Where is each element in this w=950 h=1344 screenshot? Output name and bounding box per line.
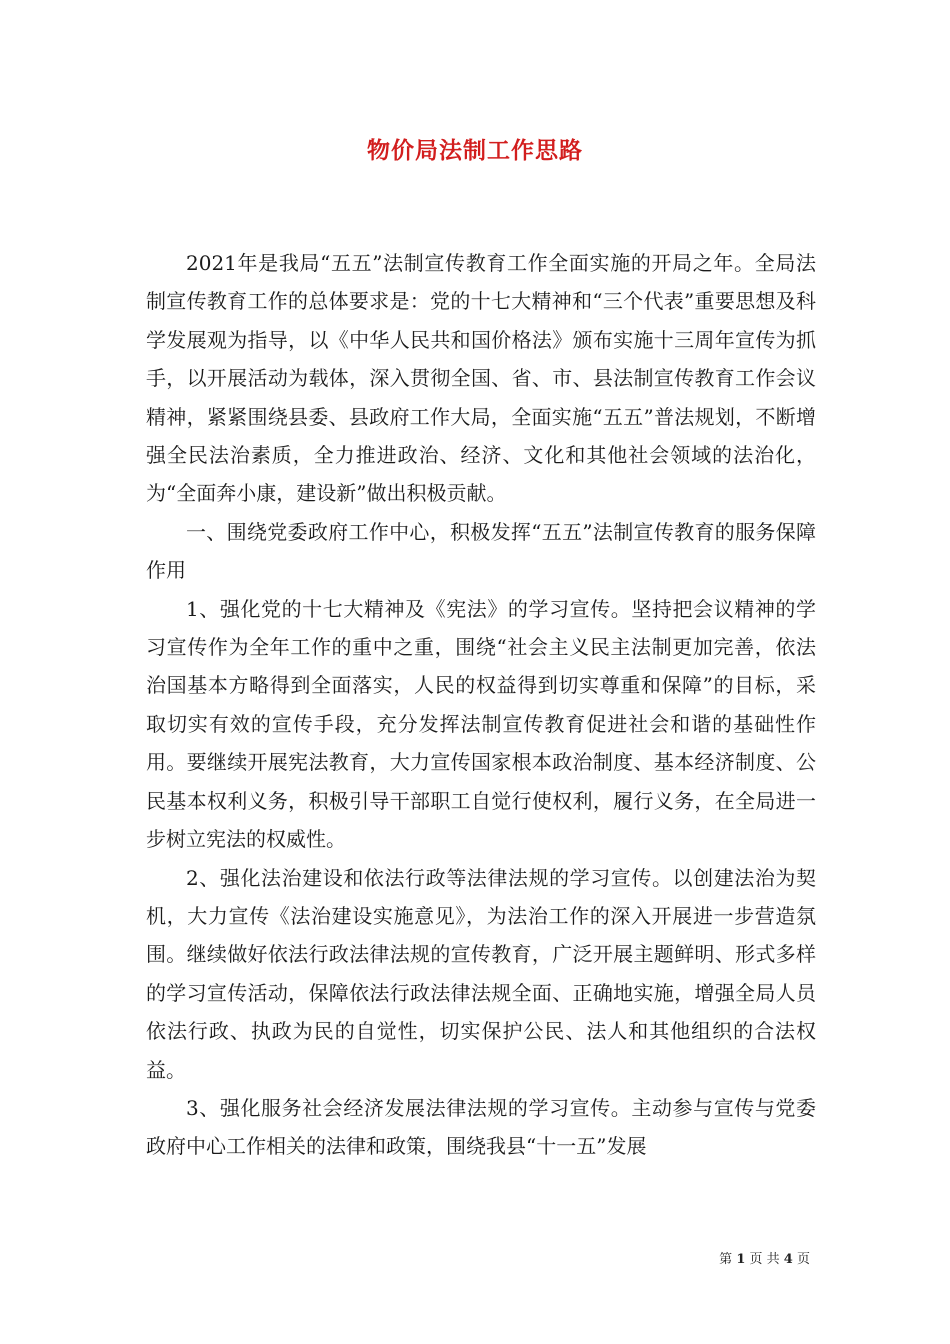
footer-suffix: 页 (796, 1252, 810, 1267)
paragraph: 1、强化党的十七大精神及《宪法》的学习宣传。坚持把会议精神的学习宣传作为全年工作的重中之重，围绕“社会主义民主法制更加完善，依法治国基本方略得到全面落实，人民的权益得到切实尊重和保障”的目标，采取切实有效的宣传手段，充分发挥法制宣传教育促进社会和谐的基础性作用。要继续开展宪法教育，大力宣传国家根本政治制度、基本经济制度、公民基本权利义务，积极引导干部职工自觉行使权利，履行义务，在全局进一步树立宪法的权威性。 (146, 596, 816, 852)
document-body (146, 244, 816, 1166)
document-title: 物价局法制工作思路 (367, 137, 583, 164)
footer-middle: 页 共 (749, 1252, 780, 1267)
paragraph: 3、强化服务社会经济发展法律法规的学习宣传。主动参与宣传与党委政府中心工作相关的法律和政策，围绕我县“十一五”发展 (146, 1095, 816, 1159)
total-pages-number: 4 (783, 1252, 793, 1267)
paragraph: 2、强化法治建设和依法行政等法律法规的学习宣传。以创建法治为契机，大力宣传《法治建设实施意见》，为法治工作的深入开展进一步营造氛围。继续做好依法行政法律法规的宣传教育，广泛开展主题鲜明、形式多样的学习宣传活动，保障依法行政法律法规全面、正确地实施，增强全局人员依法行政、执政为民的自觉性，切实保护公民、法人和其他组织的合法权益。 (146, 865, 816, 1082)
paragraph: 2021年是我局“五五”法制宣传教育工作全面实施的开局之年。全局法制宣传教育工作的总体要求是：党的十七大精神和“三个代表”重要思想及科学发展观为指导，以《中华人民共和国价格法》颁布实施十三周年宣传为抓手，以开展活动为载体，深入贯彻全国、省、市、县法制宣传教育工作会议精神，紧紧围绕县委、县政府工作大局，全面实施“五五”普法规划，不断增强全民法治素质，全力推进政治、经济、文化和其他社会领域的法治化，为“全面奔小康，建设新”做出积极贡献。 (146, 251, 816, 506)
page-footer (660, 1248, 810, 1267)
current-page-number: 1 (736, 1252, 746, 1267)
footer-prefix: 第 (719, 1252, 733, 1267)
section-heading: 一、围绕党委政府工作中心，积极发挥“五五”法制宣传教育的服务保障作用 (146, 519, 816, 583)
